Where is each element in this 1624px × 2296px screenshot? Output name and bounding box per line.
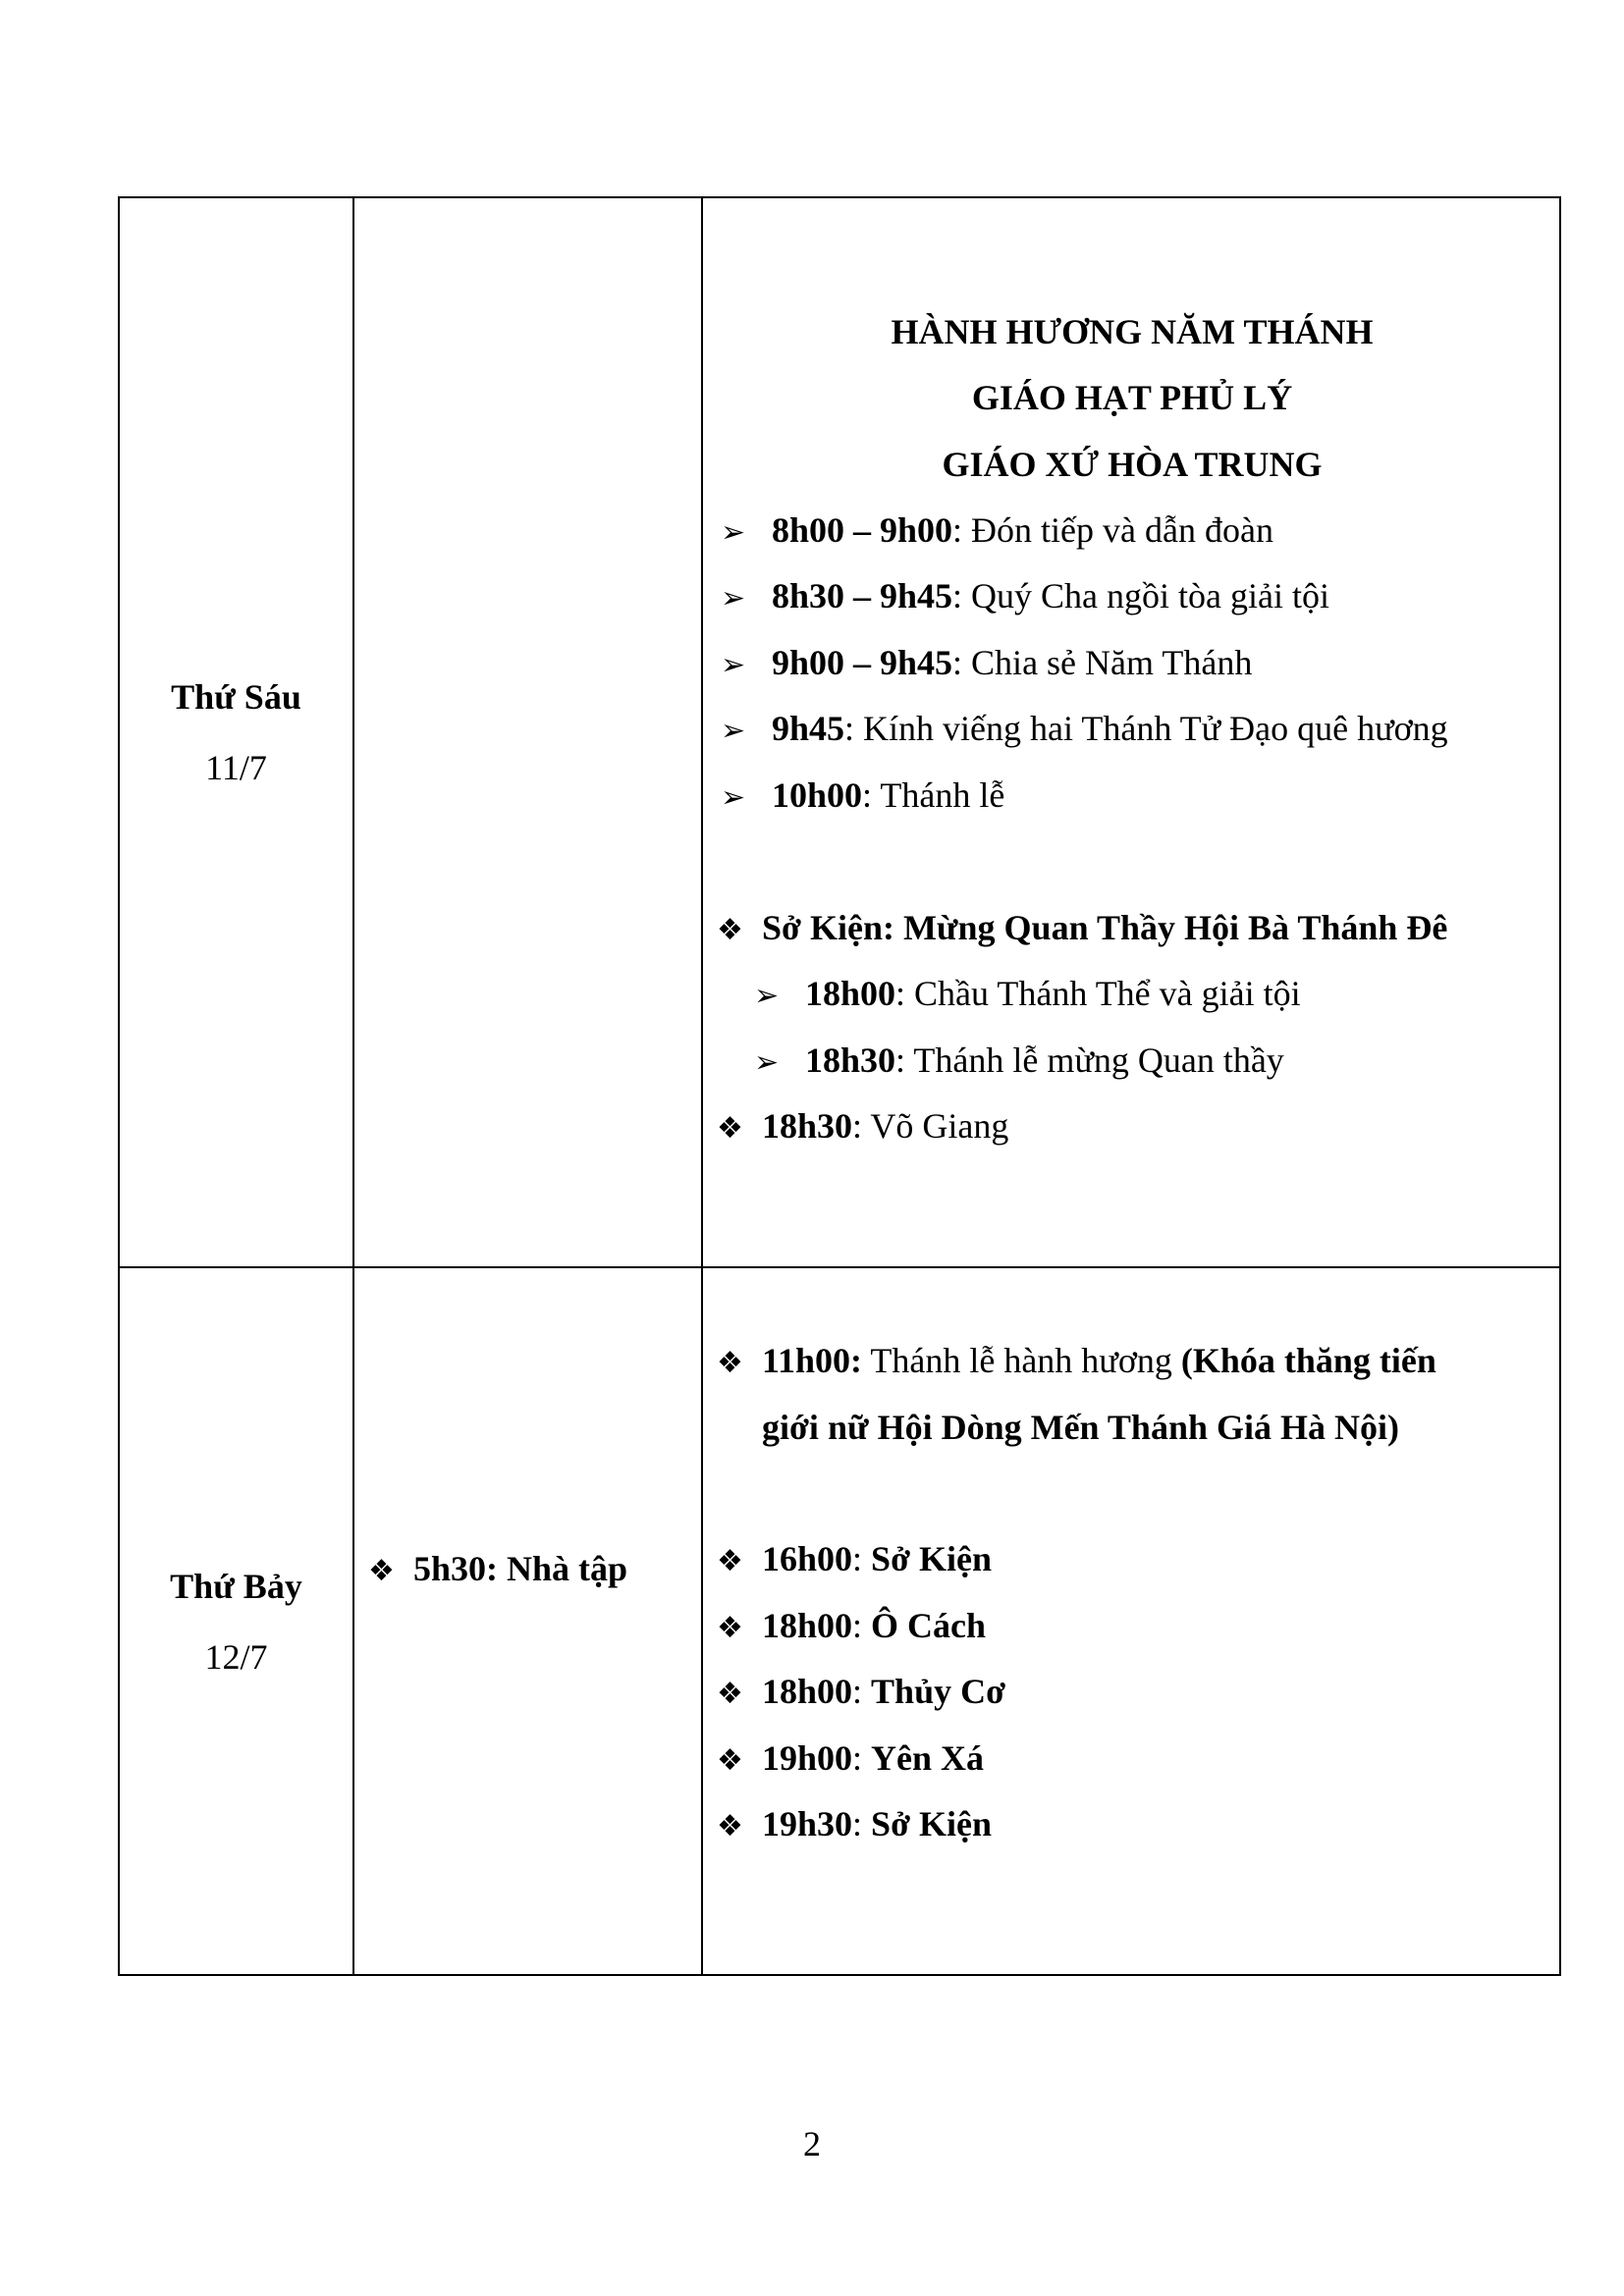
- middle-text: 5h30: Nhà tập: [413, 1549, 628, 1588]
- list-item: [754, 1042, 1284, 1078]
- diamond-bullet-icon: ❖: [717, 1544, 743, 1578]
- arrow-bullet-icon: ➢: [721, 648, 746, 682]
- list-item: [717, 1541, 992, 1576]
- item-time: 19h30: [762, 1804, 853, 1843]
- list-item: [721, 645, 1252, 680]
- item-place: Ô Cách: [871, 1606, 987, 1645]
- list-item: [721, 512, 1273, 548]
- middle-cell: [353, 1267, 702, 1975]
- day-date: 11/7: [205, 748, 267, 787]
- item-place: Sở Kiện: [871, 1804, 993, 1843]
- item-place: Sở Kiện: [871, 1539, 993, 1578]
- diamond-bullet-icon: ❖: [717, 1346, 743, 1380]
- item-sep: :: [852, 1539, 872, 1578]
- list-item: [717, 1608, 986, 1643]
- item-text: : Võ Giang: [852, 1106, 1009, 1146]
- list-item: [721, 711, 1448, 746]
- diamond-bullet-icon: ❖: [717, 1677, 743, 1711]
- arrow-bullet-icon: ➢: [754, 979, 780, 1013]
- arrow-bullet-icon: ➢: [721, 515, 746, 550]
- main-cell: [702, 197, 1560, 1267]
- item-time: 18h30: [762, 1106, 853, 1146]
- item-text: : Chầu Thánh Thể và giải tội: [895, 974, 1301, 1013]
- diamond-bullet-icon: ❖: [368, 1554, 395, 1588]
- list-item: [717, 1806, 992, 1842]
- item-text: : Thánh lễ mừng Quan thầy: [895, 1041, 1284, 1080]
- item-time: 18h00: [762, 1606, 853, 1645]
- item-time: 8h00 – 9h00: [772, 510, 953, 550]
- page-number: 2: [803, 2124, 821, 2163]
- day-date: 12/7: [204, 1636, 268, 1677]
- diamond-bullet-icon: ❖: [717, 1111, 743, 1146]
- header-line: HÀNH HƯƠNG NĂM THÁNH: [891, 312, 1374, 351]
- day-cell: [119, 197, 353, 1267]
- list-item: [717, 1674, 1005, 1709]
- item-time: 9h45: [772, 709, 845, 748]
- table-row: [119, 197, 1560, 1267]
- item-place: Thủy Cơ: [871, 1672, 1006, 1711]
- item-time: 11h00:: [762, 1341, 863, 1380]
- middle-cell: [353, 197, 702, 1267]
- schedule-table: [118, 196, 1561, 1976]
- list-item: [717, 1108, 1008, 1144]
- item-text: : Kính viếng hai Thánh Tử Đạo quê hương: [844, 709, 1448, 748]
- header-line: GIÁO XỨ HÒA TRUNG: [942, 445, 1323, 484]
- item-sep: :: [852, 1738, 872, 1778]
- item-time: 8h30 – 9h45: [772, 576, 953, 615]
- item-text: : Chia sẻ Năm Thánh: [952, 643, 1253, 682]
- item-note: (Khóa thăng tiến: [1180, 1341, 1436, 1380]
- item-text: : Thánh lễ: [862, 775, 1005, 815]
- arrow-bullet-icon: ➢: [721, 581, 746, 615]
- list-item: [721, 578, 1329, 614]
- middle-item: [368, 1551, 627, 1586]
- main-cell: [702, 1267, 1560, 1975]
- day-name: Thứ Bảy: [170, 1566, 302, 1606]
- diamond-bullet-icon: ❖: [717, 1809, 743, 1843]
- diamond-bullet-icon: ❖: [717, 913, 743, 947]
- item-text: Thánh lễ hành hương: [862, 1341, 1181, 1380]
- item-time: 19h00: [762, 1738, 853, 1778]
- header-line: GIÁO HẠT PHỦ LÝ: [971, 378, 1293, 417]
- arrow-bullet-icon: ➢: [721, 780, 746, 815]
- list-item: [754, 976, 1301, 1011]
- table-row: [119, 1267, 1560, 1975]
- list-item: [717, 1740, 984, 1776]
- day-cell: [119, 1267, 353, 1975]
- item-time: 10h00: [772, 775, 863, 815]
- item-sep: :: [852, 1672, 872, 1711]
- event-title-text: Sở Kiện: Mừng Quan Thầy Hội Bà Thánh Đê: [762, 908, 1448, 947]
- day-name: Thứ Sáu: [171, 677, 301, 717]
- item-text: : Quý Cha ngồi tòa giải tội: [952, 576, 1330, 615]
- item-sep: :: [852, 1804, 872, 1843]
- item-text: : Đón tiếp và dẫn đoàn: [952, 510, 1273, 550]
- mass-line: [717, 1343, 1436, 1378]
- item-place: Yên Xá: [871, 1738, 985, 1778]
- list-item: [721, 777, 1004, 813]
- item-time: 18h00: [762, 1672, 853, 1711]
- arrow-bullet-icon: ➢: [721, 714, 746, 748]
- item-time: 9h00 – 9h45: [772, 643, 953, 682]
- event-title: [717, 910, 1447, 945]
- item-time: 16h00: [762, 1539, 853, 1578]
- arrow-bullet-icon: ➢: [754, 1045, 780, 1080]
- diamond-bullet-icon: ❖: [717, 1611, 743, 1645]
- item-sep: :: [852, 1606, 872, 1645]
- item-time: 18h00: [805, 974, 896, 1013]
- diamond-bullet-icon: ❖: [717, 1743, 743, 1778]
- item-time: 18h30: [805, 1041, 896, 1080]
- mass-line-cont: giới nữ Hội Dòng Mến Thánh Giá Hà Nội): [762, 1408, 1399, 1447]
